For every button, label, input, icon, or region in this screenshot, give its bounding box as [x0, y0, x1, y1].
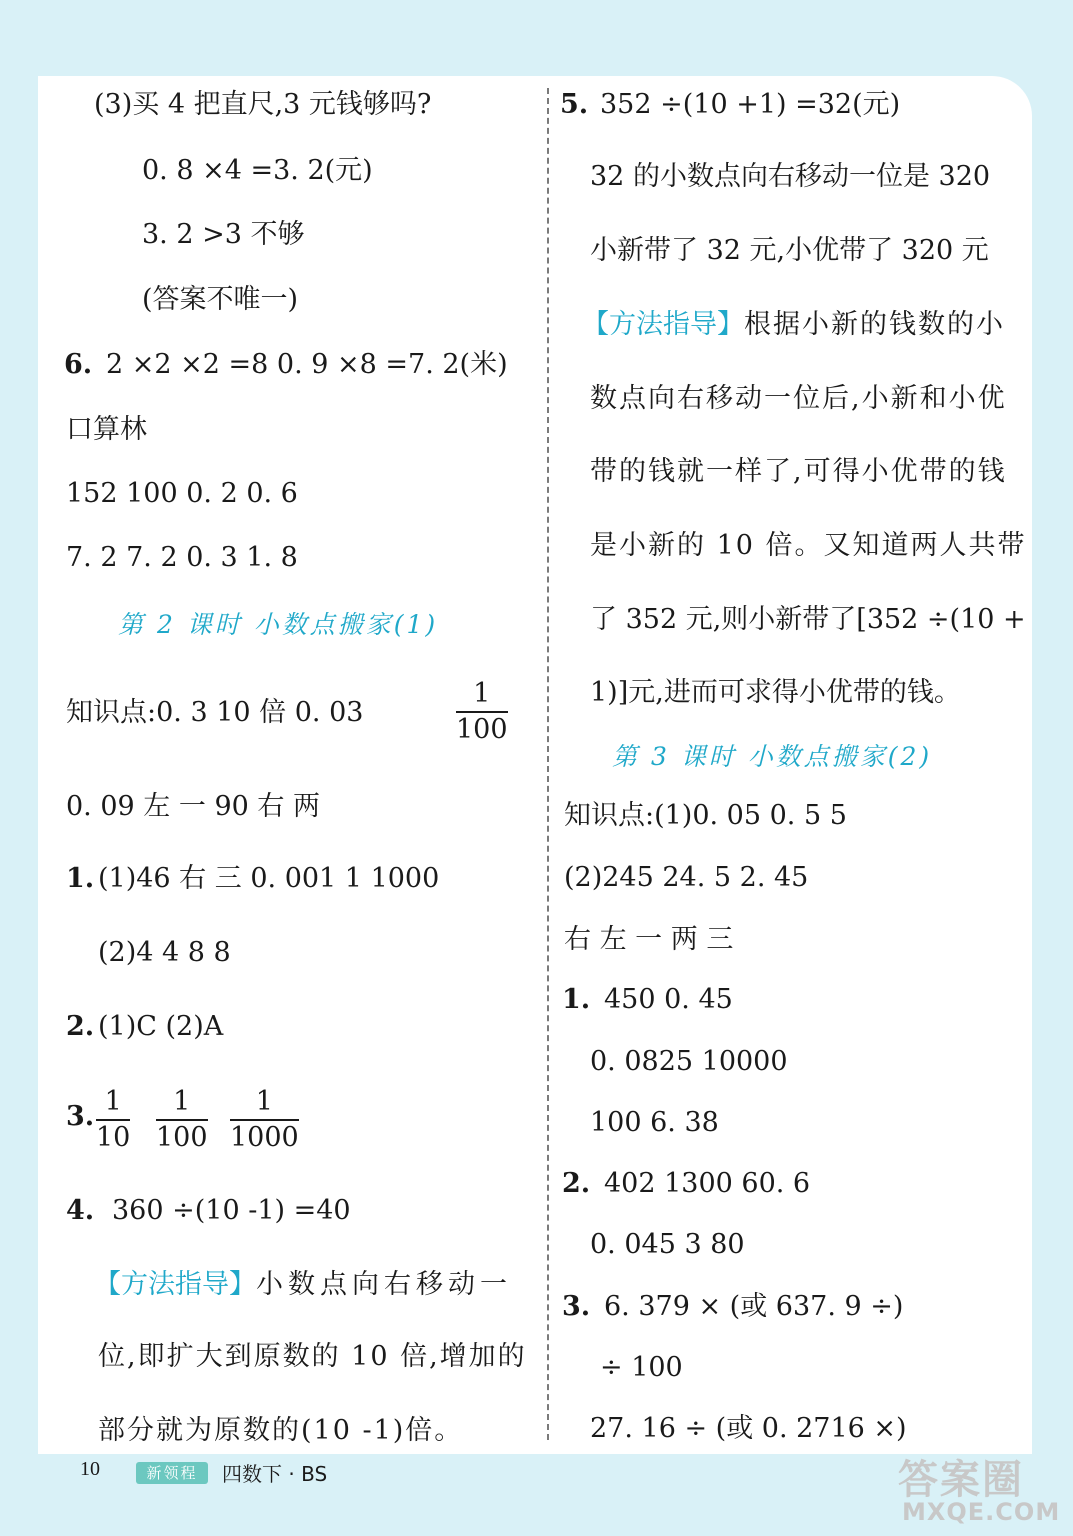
answer-1-line-1: 450 0. 45: [604, 984, 733, 1015]
answer-2-number: 2.: [562, 1168, 591, 1199]
answer-3-number: 3.: [562, 1291, 591, 1322]
method-guide-right-line-4: 是小新的 10 倍。又知道两人共带: [590, 530, 1027, 561]
watermark-logo: [888, 1448, 1068, 1532]
question-4-number: 4.: [66, 1195, 95, 1226]
answer-2-line-1: 402 1300 60. 6: [604, 1168, 811, 1199]
question-1-part-1: (1)46 右 三 0. 001 1 1000: [98, 863, 440, 894]
method-guide-left-line-3: 部分就为原数的(10 -1)倍。: [98, 1415, 464, 1446]
question-3-fraction-1: [96, 1086, 130, 1154]
left-line-2: 0. 8 ×4 =3. 2(元): [142, 155, 373, 186]
question-4-answer: 360 ÷(10 -1) =40: [112, 1195, 351, 1226]
fraction-bar: [96, 1119, 130, 1121]
answer-3-line-2: ÷ 100: [600, 1352, 683, 1383]
knowledge-point-3-line-1: 知识点:(1)0. 05 0. 5 5: [564, 800, 847, 831]
knowledge-point-3-line-2: (2)245 24. 5 2. 45: [564, 862, 809, 893]
method-guide-right-line-5: 了 352 元,则小新带了[352 ÷(10 +: [590, 604, 1026, 635]
method-guide-text: 根据小新的钱数的小: [744, 309, 1005, 340]
answer-1-line-3: 100 6. 38: [590, 1107, 719, 1138]
left-line-4: (答案不唯一): [142, 284, 299, 315]
question-3-fraction-3: [230, 1086, 299, 1154]
fraction-denominator: 100: [156, 1122, 208, 1153]
question-2-number: 2.: [66, 1011, 95, 1042]
method-guide-left-line-2: 位,即扩大到原数的 10 倍,增加的: [98, 1341, 527, 1372]
answer-3-line-3: 27. 16 ÷ (或 0. 2716 ×): [590, 1413, 907, 1444]
method-guide-right-line-6: 1)]元,进而可求得小优带的钱。: [590, 677, 961, 708]
answer-2-line-2: 0. 045 3 80: [590, 1229, 745, 1260]
question-1-part-2: (2)4 4 8 8: [98, 937, 231, 968]
column-divider: [547, 88, 549, 1440]
knowledge-point-fraction: [456, 678, 508, 746]
question-3-fraction-2: [156, 1086, 208, 1154]
left-line-3: 3. 2 >3 不够: [142, 219, 305, 250]
fraction-bar: [456, 711, 508, 713]
question-6-number: 6.: [64, 349, 93, 380]
grade-label: 四数下 · BS: [222, 1462, 328, 1486]
method-guide-right-line-3: 带的钱就一样了,可得小优带的钱: [590, 456, 1007, 487]
lesson-3-heading: 第 3 课时 小数点搬家(2): [612, 742, 933, 771]
fraction-denominator: 1000: [230, 1122, 299, 1153]
question-3-number: 3.: [66, 1101, 95, 1132]
answer-1-line-2: 0. 0825 10000: [590, 1046, 788, 1077]
fraction-numerator: 1: [173, 1086, 191, 1117]
watermark-line-2: MXQE.COM: [902, 1498, 1061, 1526]
fraction-bar: [156, 1119, 208, 1121]
question-5-answer: 352 ÷(10 +1) =32(元): [600, 89, 901, 120]
method-guide-left: [94, 1268, 512, 1302]
right-line-2: 32 的小数点向右移动一位是 320: [590, 161, 991, 192]
question-1-number: 1.: [66, 863, 95, 894]
kousuan-row-1: 152 100 0. 2 0. 6: [66, 478, 298, 509]
knowledge-point-3-line-3: 右 左 一 两 三: [564, 924, 734, 955]
watermark-line-1: 答案圈: [898, 1457, 1024, 1503]
method-guide-tag: 【方法指导】: [94, 1269, 256, 1300]
kousuan-heading: 口算林: [66, 414, 147, 445]
method-guide-text: 小数点向右移动一: [256, 1269, 512, 1300]
method-guide-tag: 【方法指导】: [582, 309, 744, 340]
brand-logo: 新领程: [136, 1462, 208, 1484]
method-guide-right: [582, 308, 1005, 342]
fraction-numerator: 1: [473, 678, 491, 709]
knowledge-point-line-1: 知识点:0. 3 10 倍 0. 03: [66, 697, 364, 728]
page-number: 10: [80, 1458, 100, 1480]
lesson-2-heading: 第 2 课时 小数点搬家(1): [118, 610, 439, 639]
knowledge-point-line-2: 0. 09 左 一 90 右 两: [66, 791, 320, 822]
question-6-answer: 2 ×2 ×2 =8 0. 9 ×8 =7. 2(米): [106, 349, 508, 380]
fraction-denominator: 100: [456, 714, 508, 745]
left-line-1: (3)买 4 把直尺,3 元钱够吗?: [94, 89, 432, 120]
fraction-denominator: 10: [96, 1122, 131, 1153]
kousuan-row-2: 7. 2 7. 2 0. 3 1. 8: [66, 542, 298, 573]
answer-1-number: 1.: [562, 984, 591, 1015]
method-guide-right-line-2: 数点向右移动一位后,小新和小优: [590, 383, 1007, 414]
question-5-number: 5.: [560, 89, 589, 120]
question-2-answer: (1)C (2)A: [98, 1011, 224, 1042]
answer-3-line-1: 6. 379 × (或 637. 9 ÷): [604, 1291, 904, 1322]
fraction-bar: [230, 1119, 299, 1121]
right-line-3: 小新带了 32 元,小优带了 320 元: [590, 235, 989, 266]
fraction-numerator: 1: [104, 1086, 122, 1117]
fraction-numerator: 1: [255, 1086, 273, 1117]
